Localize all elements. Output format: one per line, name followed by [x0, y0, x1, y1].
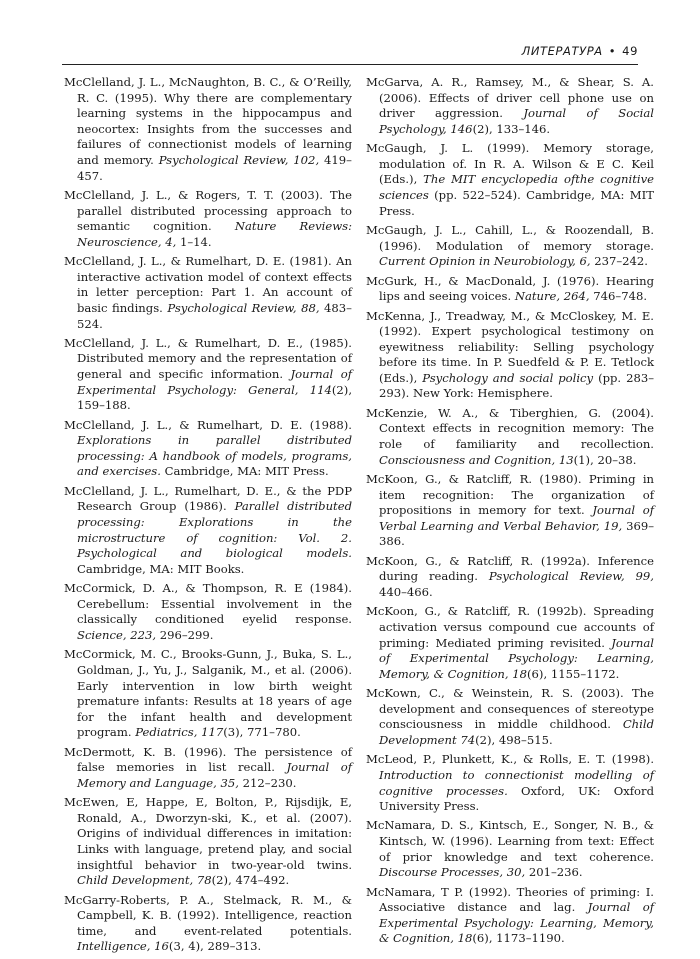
- reference-entry: McKenzie, W. A., & Tiberghien, G. (2004). Context effects in recognition memory: The role of familiarity and recollection. Consciousness and Cognition, 13(1), 20–38.: [366, 405, 654, 467]
- reference-entry: McGarva, A. R., Ramsey, M., & Shear, S. A. (2006). Effects of driver cell phone use on driver aggression. Journal of Social Psychology, 146(2), 133–146.: [366, 75, 654, 136]
- header-separator: •: [608, 44, 617, 58]
- left-column: [64, 75, 352, 959]
- reference-entry: McKoon, G., & Ratcliff, R. (1992b). Spreading activation versus compound cue accounts of priming: Mediated priming revisited. Journal of Experimental Psychology: Learning, Memory, & Cognition, 18(6), 1155–1172.: [366, 604, 654, 681]
- reference-entry: McClelland, J. L., Rumelhart, D. E., & the PDP Research Group (1986). Parallel distributed processing: Explorations in the microstructure of cognition: Vol. 2. Psychological and biological models. Cambridge, MA: MIT Books.: [64, 483, 352, 576]
- reference-entry: McNamara, T P. (1992). Theories of priming: I. Associative distance and lag. Journal of Experimental Psychology: Learning, Memory, & Cognition, 18(6), 1173–1190.: [366, 884, 654, 946]
- reference-entry: McLeod, P., Plunkett, K., & Rolls, E. T. (1998). Introduction to connectionist modelling of cognitive processes. Oxford, UK: Oxford University Press.: [366, 752, 654, 814]
- reference-entry: McCormick, D. A., & Thompson, R. E (1984). Cerebellum: Essential involvement in the classically conditioned eyelid response. Science, 223, 296–299.: [64, 581, 352, 642]
- reference-entry: McGurk, H., & MacDonald, J. (1976). Hearing lips and seeing voices. Nature, 264, 746–748.: [366, 273, 654, 304]
- reference-entry: McClelland, J. L., & Rogers, T. T. (2003). The parallel distributed processing approach to semantic cognition. Nature Reviews: Neuroscience, 4, 1–14.: [64, 187, 353, 249]
- right-column: [366, 75, 654, 951]
- reference-entry: McClelland, J. L., McNaughton, B. C., & O’Reilly, R. C. (1995). Why there are complementary learning systems in the hippocampus and neocortex: Insights from the successes and failures of connectionist models of learning and memory. Psychological Review, 102, 419–457.: [64, 75, 352, 183]
- reference-entry: McClelland, J. L., & Rumelhart, D. E. (1981). An interactive activation model of context effects in letter perception: Part 1. An account of basic findings. Psychological Review, 88, 483–524.: [64, 254, 352, 331]
- reference-entry: McCormick, M. C., Brooks-Gunn, J., Buka, S. L., Goldman, J., Yu, J., Salganik, M., et al. (2006). Early intervention in low birth weight premature infants: Results at 18 years of age for the infant health and development program. Pediatrics, 117(3), 771–780.: [64, 647, 352, 740]
- page-number: 49: [622, 44, 638, 58]
- reference-entry: McClelland, J. L., & Rumelhart, D. E., (1985). Distributed memory and the representation of general and specific information. Journal of Experimental Psychology: General, 114(2), 159–188.: [64, 335, 352, 413]
- header-text: [522, 44, 638, 58]
- running-header: [62, 42, 638, 65]
- reference-entry: McGarry-Roberts, P. A., Stelmack, R. M., & Campbell, K. B. (1992). Intelligence, reaction time, and event-related potentials. Intelligence, 16(3, 4), 289–313.: [64, 892, 352, 954]
- section-title: ЛИТЕРАТУРА: [521, 44, 603, 58]
- reference-entry: McClelland, J. L., & Rumelhart, D. E. (1988). Explorations in parallel distributed processing: A handbook of models, programs, and exercises. Cambridge, MA: MIT Press.: [64, 417, 352, 479]
- reference-entry: McGaugh, J. L., Cahill, L., & Roozendall, B. (1996). Modulation of memory storage. Current Opinion in Neurobiology, 6, 237–242.: [366, 222, 654, 269]
- reference-entry: McDermott, K. B. (1996). The persistence of false memories in list recall. Journal of Memory and Language, 35, 212–230.: [64, 744, 352, 790]
- reference-entry: McKoon, G., & Ratcliff, R. (1980). Priming in item recognition: The organization of propositions in memory for text. Journal of Verbal Learning and Verbal Behavior, 19, 369–386.: [366, 472, 654, 549]
- reference-entry: McNamara, D. S., Kintsch, E., Songer, N. B., & Kintsch, W. (1996). Learning from text: Effect of prior knowledge and text coherence. Discourse Processes, 30, 201–236.: [366, 818, 654, 880]
- reference-entry: McGaugh, J. L. (1999). Memory storage, modulation of. In R. A. Wilson & E C. Keil (Eds.), The MIT encyclopedia ofthe cognitive sciences (pp. 522–524). Cambridge, MA: MIT Press.: [366, 141, 654, 218]
- reference-entry: McEwen, E, Happe, E, Bolton, P., Rijsdijk, E, Ronald, A., Dworzyn-ski, K., et al. (2007). Origins of individual differences in imitation: Links with language, pretend play, and social insightful behavior in two-year-old twins. Child Development, 78(2), 474–492.: [64, 795, 352, 888]
- reference-entry: McKenna, J., Treadway, M., & McCloskey, M. E. (1992). Expert psychological testimony on eyewitness reliability: Selling psychology before its time. In P. Suedfeld & P. E. Tetlock (Eds.), Psychology and social policy (pp. 283–293). New York: Hemisphere.: [366, 308, 655, 401]
- reference-entry: McKoon, G., & Ratcliff, R. (1992a). Inference during reading. Psychological Review, 99, 440–466.: [366, 553, 654, 599]
- reference-entry: McKown, C., & Weinstein, R. S. (2003). The development and consequences of stereotype consciousness in middle childhood. Child Development 74(2), 498–515.: [366, 686, 654, 747]
